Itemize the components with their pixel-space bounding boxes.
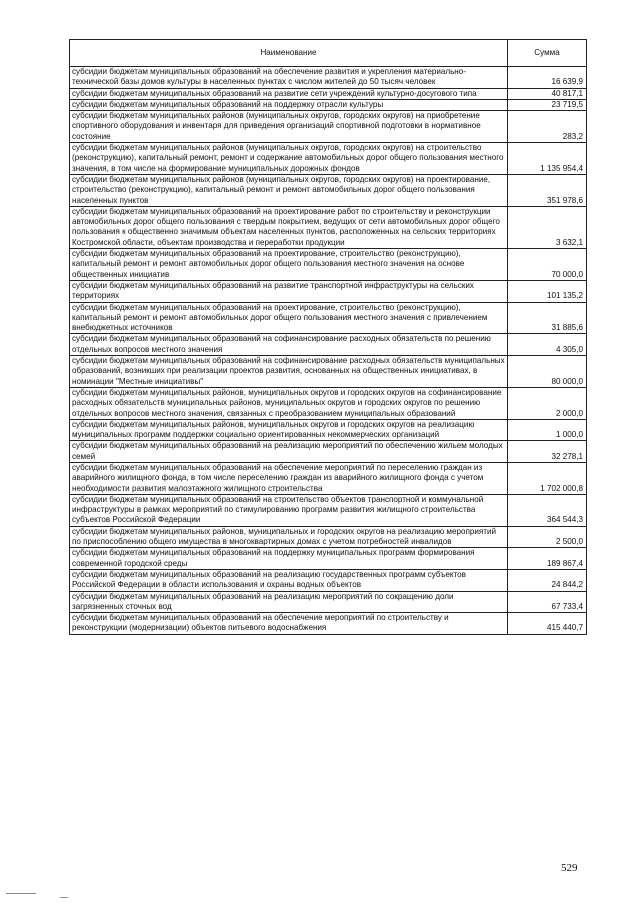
- row-sum: 31 885,6: [508, 302, 587, 334]
- table-row: [70, 334, 587, 356]
- table-row: [70, 88, 587, 99]
- table-row: [70, 419, 587, 441]
- row-sum: 283,2: [508, 111, 587, 143]
- margin-mark: [6, 893, 36, 894]
- budget-table: [69, 39, 587, 635]
- table-row: [70, 67, 587, 89]
- row-sum: 70 000,0: [508, 249, 587, 281]
- row-name: субсидии бюджетам муниципальных образований на реализацию мероприятий по сокращению доли загрязненных сточных вод: [70, 591, 508, 613]
- table-row: [70, 548, 587, 570]
- header-sum: Сумма: [508, 40, 587, 67]
- table-row: [70, 356, 587, 388]
- row-sum: 415 440,7: [508, 613, 587, 635]
- row-name: субсидии бюджетам муниципальных районов, муниципальных и городских округов на реализацию мероприятий по приспособлению общего имущества в многоквартирных домах с учетом потребностей инвалидов: [70, 526, 508, 548]
- row-name: субсидии бюджетам муниципальных образований на обеспечение мероприятий по переселению граждан из аварийного жилищного фонда, в том числе переселению граждан из аварийного жилищного фонда с учетом необходимости развития малоэтажного жилищного строительства: [70, 462, 508, 494]
- row-sum: 1 135 954,4: [508, 143, 587, 175]
- page-number: 529: [561, 862, 578, 874]
- table-row: [70, 526, 587, 548]
- header-name: Наименование: [70, 40, 508, 67]
- row-sum: 67 733,4: [508, 591, 587, 613]
- row-sum: 80 000,0: [508, 356, 587, 388]
- row-sum: 101 135,2: [508, 280, 587, 302]
- table-row: [70, 591, 587, 613]
- table-body: [70, 67, 587, 635]
- row-name: субсидии бюджетам муниципальных образований на проектирование, строительство (реконструкцию), капитальный ремонт и ремонт автомобильных дорог общего пользования местного значения с привлечением внебюджетных источников: [70, 302, 508, 334]
- row-name: субсидии бюджетам муниципальных образований на строительство объектов транспортной и коммунальной инфраструктуры в рамках мероприятий по стимулированию программ развития жилищного строительства субъектов Российской Федерации: [70, 494, 508, 526]
- row-sum: 40 817,1: [508, 88, 587, 99]
- table-row: [70, 569, 587, 591]
- row-name: субсидии бюджетам муниципальных образований на софинансирование расходных обязательств по решению отдельных вопросов местного значения: [70, 334, 508, 356]
- table-row: [70, 249, 587, 281]
- row-name: субсидии бюджетам муниципальных образований на реализацию государственных программ субъектов Российской Федерации в области использования и охраны водных объектов: [70, 569, 508, 591]
- table-row: [70, 174, 587, 206]
- row-name: субсидии бюджетам муниципальных образований на развитие транспортной инфраструктуры на сельских территориях: [70, 280, 508, 302]
- row-name: субсидии бюджетам муниципальных образований на поддержку отрасли культуры: [70, 99, 508, 110]
- row-name: субсидии бюджетам муниципальных районов (муниципальных округов, городских округов) на приобретение спортивного оборудования и инвентаря для приведения организаций спортивной подготовки в нормативное состояние: [70, 111, 508, 143]
- row-sum: 3 632,1: [508, 206, 587, 248]
- table-row: [70, 302, 587, 334]
- table-row: [70, 99, 587, 110]
- row-name: субсидии бюджетам муниципальных образований на развитие сети учреждений культурно-досугового типа: [70, 88, 508, 99]
- row-sum: 1 000,0: [508, 419, 587, 441]
- row-sum: 2 000,0: [508, 387, 587, 419]
- row-name: субсидии бюджетам муниципальных образований на софинансирование расходных обязательств муниципальных образований, возникших при реализации проектов развития, основанных на общественных инициативах, в номинации "Местные инициативы": [70, 356, 508, 388]
- row-name: субсидии бюджетам муниципальных образований на проектирование, строительство (реконструкцию), капитальный ремонт и ремонт автомобильных дорог общего пользования местного значения на основе общественных инициатив: [70, 249, 508, 281]
- document-sheet: [69, 39, 586, 635]
- table-header-row: [70, 40, 587, 67]
- row-sum: 23 719,5: [508, 99, 587, 110]
- table-row: [70, 280, 587, 302]
- row-sum: 189 867,4: [508, 548, 587, 570]
- table-row: [70, 613, 587, 635]
- row-name: субсидии бюджетам муниципальных районов (муниципальных округов, городских округов) на строительство (реконструкцию), капитальный ремонт, ремонт и содержание автомобильных дорог общего пользования местного значения, в том числе на формирование муниципальных дорожных фондов: [70, 143, 508, 175]
- row-name: субсидии бюджетам муниципальных образований на реализацию мероприятий по обеспечению жильем молодых семей: [70, 441, 508, 463]
- table-row: [70, 462, 587, 494]
- row-name: субсидии бюджетам муниципальных районов, муниципальных округов и городских округов на реализацию муниципальных программ поддержки социально ориентированных некоммерческих организаций: [70, 419, 508, 441]
- row-sum: 4 305,0: [508, 334, 587, 356]
- margin-mark: [60, 897, 68, 898]
- row-name: субсидии бюджетам муниципальных районов, муниципальных округов и городских округов на софинансирование расходных обязательств муниципальных районов, муниципальных округов и городских округов по решению отдельных вопросов местного значения, связанных с преобразованием муниципальных образований: [70, 387, 508, 419]
- row-sum: 32 278,1: [508, 441, 587, 463]
- row-sum: 351 978,6: [508, 174, 587, 206]
- row-sum: 16 639,9: [508, 67, 587, 89]
- table-row: [70, 143, 587, 175]
- table-row: [70, 441, 587, 463]
- table-row: [70, 206, 587, 248]
- row-name: субсидии бюджетам муниципальных образований на обеспечение мероприятий по строительству и реконструкции (модернизации) объектов питьевого водоснабжения: [70, 613, 508, 635]
- row-name: субсидии бюджетам муниципальных образований на проектирование работ по строительству и реконструкции автомобильных дорог общего пользования с твердым покрытием, ведущих от сети автомобильных дорог общего пользования к общественно значимым объектам населенных пунктов, расположенных на сельских территориях Костромской области, объектам производства и переработки продукции: [70, 206, 508, 248]
- row-name: субсидии бюджетам муниципальных образований на поддержку муниципальных программ формирования современной городской среды: [70, 548, 508, 570]
- row-name: субсидии бюджетам муниципальных районов (муниципальных округов, городских округов) на проектирование, строительство (реконструкцию), капитальный ремонт и ремонт автомобильных дорог общего пользования населенных пунктов: [70, 174, 508, 206]
- row-sum: 1 702 000,8: [508, 462, 587, 494]
- row-sum: 2 500,0: [508, 526, 587, 548]
- row-sum: 24 844,2: [508, 569, 587, 591]
- row-sum: 364 544,3: [508, 494, 587, 526]
- row-name: субсидии бюджетам муниципальных образований на обеспечение развития и укрепления материально-технической базы домов культуры в населенных пунктах с числом жителей до 50 тысяч человек: [70, 67, 508, 89]
- table-row: [70, 494, 587, 526]
- table-row: [70, 387, 587, 419]
- table-row: [70, 111, 587, 143]
